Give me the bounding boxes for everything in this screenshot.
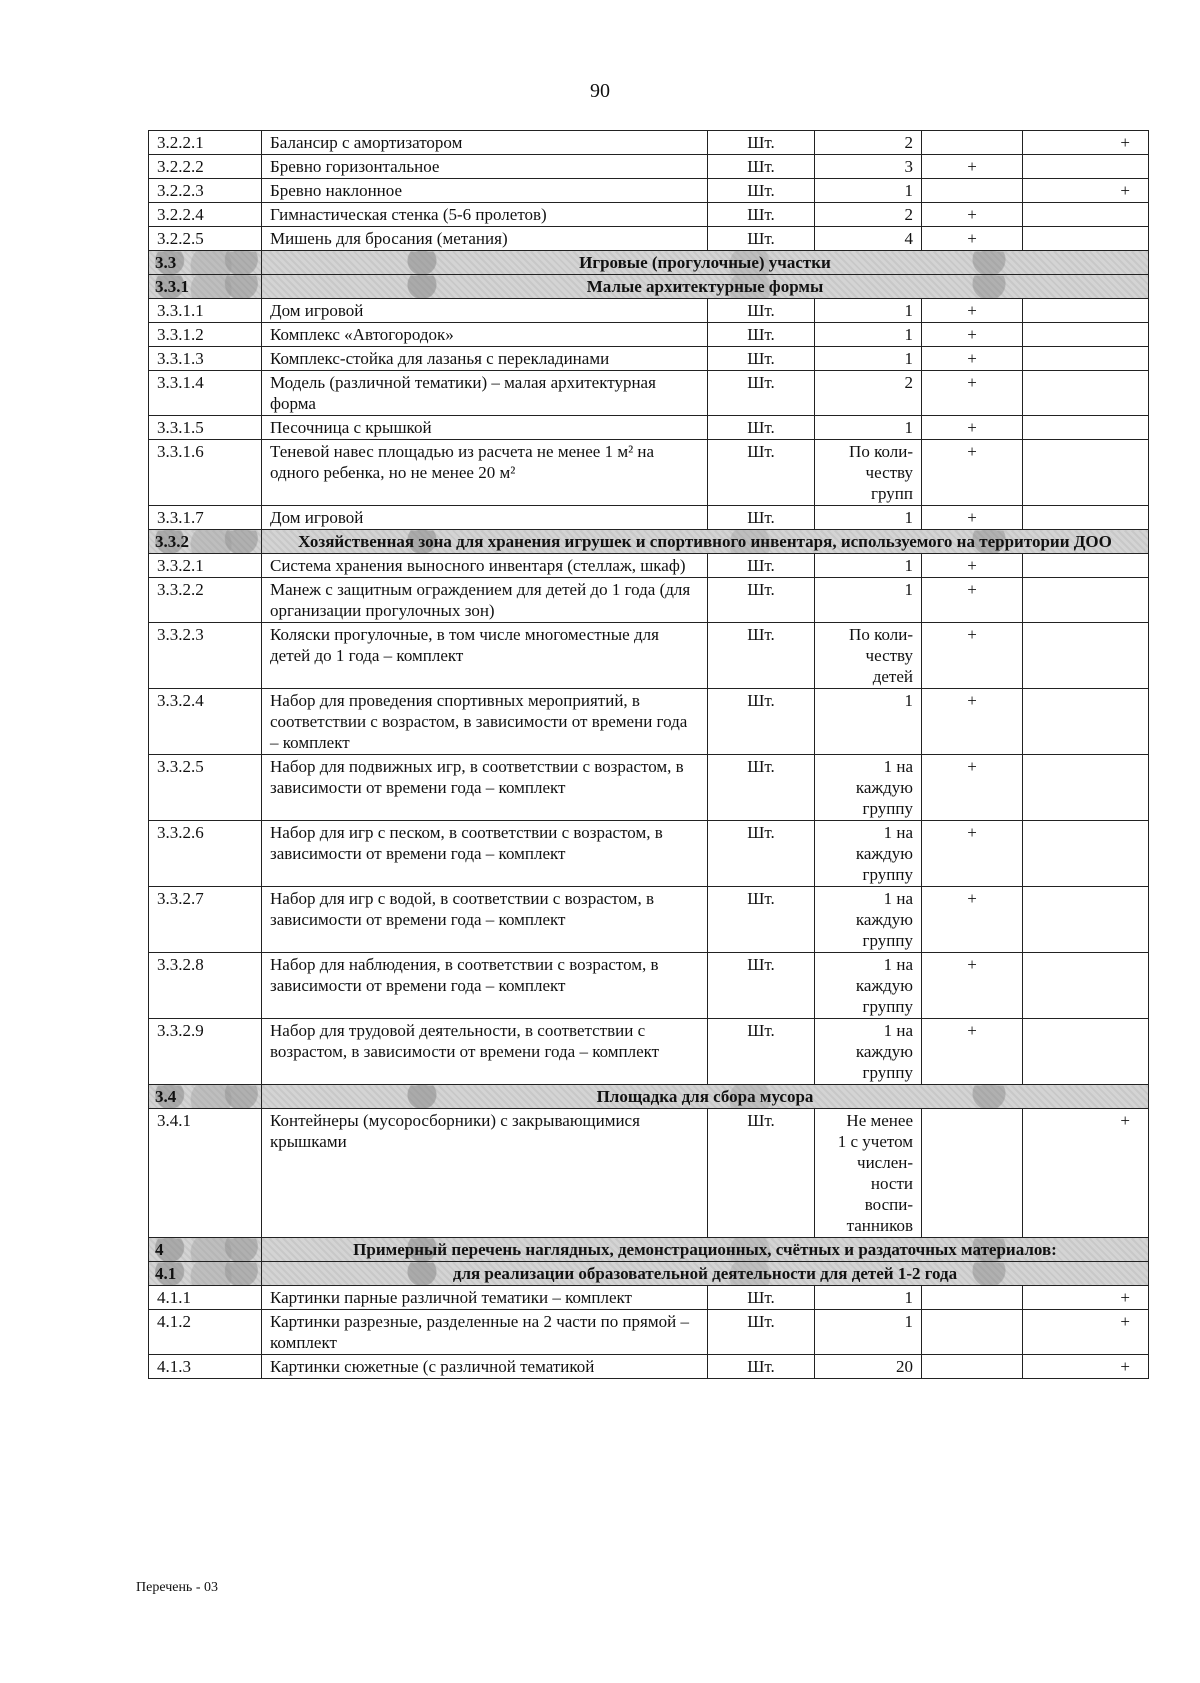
- item-name: Набор для наблюдения, в соответствии с возрастом, в зависимости от времени года – комплект: [262, 953, 708, 1019]
- item-name: Набор для подвижных игр, в соответствии с возрастом, в зависимости от времени года – комплект: [262, 755, 708, 821]
- item-number: 3.3.2.1: [149, 554, 262, 578]
- item-unit: Шт.: [708, 371, 815, 416]
- item-unit: Шт.: [708, 299, 815, 323]
- mark-column-2: [1023, 347, 1149, 371]
- item-name: Контейнеры (мусоросборники) с закрывающимися крышками: [262, 1109, 708, 1238]
- section-title: Примерный перечень наглядных, демонстрационных, счётных и раздаточных материалов:: [262, 1238, 1149, 1262]
- mark-column-2: [1023, 578, 1149, 623]
- section-number: 3.3: [149, 251, 262, 275]
- item-quantity: 1: [815, 1286, 922, 1310]
- mark-column-2: [1023, 1019, 1149, 1085]
- table-row: [149, 203, 1149, 227]
- item-quantity: 4: [815, 227, 922, 251]
- item-number: 3.3.2.4: [149, 689, 262, 755]
- mark-column-2: [1023, 227, 1149, 251]
- mark-column-1: +: [922, 227, 1023, 251]
- section-row: [149, 251, 1149, 275]
- item-name: Набор для проведения спортивных мероприятий, в соответствии с возрастом, в зависимости от времени года – комплект: [262, 689, 708, 755]
- table-row: [149, 155, 1149, 179]
- item-name: Комплекс «Автогородок»: [262, 323, 708, 347]
- mark-column-1: [922, 1286, 1023, 1310]
- section-number: 4: [149, 1238, 262, 1262]
- item-number: 3.3.2.7: [149, 887, 262, 953]
- item-unit: Шт.: [708, 953, 815, 1019]
- mark-column-2: [1023, 299, 1149, 323]
- mark-column-1: [922, 1310, 1023, 1355]
- item-name: Модель (различной тематики) – малая архитектурная форма: [262, 371, 708, 416]
- item-number: 3.3.2.6: [149, 821, 262, 887]
- section-row: [149, 530, 1149, 554]
- table-row: [149, 179, 1149, 203]
- item-quantity: 1 на каждую группу: [815, 755, 922, 821]
- section-row: [149, 1085, 1149, 1109]
- item-name: Балансир с амортизатором: [262, 131, 708, 155]
- item-number: 4.1.1: [149, 1286, 262, 1310]
- mark-column-2: [1023, 440, 1149, 506]
- item-number: 3.3.2.9: [149, 1019, 262, 1085]
- item-quantity: 1: [815, 323, 922, 347]
- mark-column-2: [1023, 323, 1149, 347]
- item-quantity: 1: [815, 689, 922, 755]
- mark-column-1: +: [922, 623, 1023, 689]
- table-row: [149, 578, 1149, 623]
- table-row: [149, 347, 1149, 371]
- mark-column-2: [1023, 623, 1149, 689]
- item-unit: Шт.: [708, 689, 815, 755]
- mark-column-1: +: [922, 323, 1023, 347]
- item-unit: Шт.: [708, 203, 815, 227]
- table-row: [149, 887, 1149, 953]
- item-unit: Шт.: [708, 1355, 815, 1379]
- item-quantity: По коли- честву детей: [815, 623, 922, 689]
- table-row: [149, 227, 1149, 251]
- item-number: 3.2.2.4: [149, 203, 262, 227]
- item-unit: Шт.: [708, 506, 815, 530]
- item-name: Комплекс-стойка для лазанья с перекладинами: [262, 347, 708, 371]
- section-row: [149, 1262, 1149, 1286]
- table-row: [149, 623, 1149, 689]
- item-quantity: 1: [815, 416, 922, 440]
- section-row: [149, 1238, 1149, 1262]
- mark-column-1: +: [922, 440, 1023, 506]
- item-name: Дом игровой: [262, 506, 708, 530]
- item-number: 3.3.2.2: [149, 578, 262, 623]
- item-unit: Шт.: [708, 227, 815, 251]
- item-quantity: 1: [815, 554, 922, 578]
- item-unit: Шт.: [708, 1109, 815, 1238]
- mark-column-2: +: [1023, 1109, 1149, 1238]
- mark-column-2: +: [1023, 1355, 1149, 1379]
- item-number: 3.3.1.7: [149, 506, 262, 530]
- mark-column-1: +: [922, 203, 1023, 227]
- item-number: 3.4.1: [149, 1109, 262, 1238]
- item-name: Мишень для бросания (метания): [262, 227, 708, 251]
- mark-column-1: +: [922, 506, 1023, 530]
- mark-column-2: +: [1023, 131, 1149, 155]
- mark-column-1: +: [922, 953, 1023, 1019]
- item-unit: Шт.: [708, 623, 815, 689]
- item-quantity: 2: [815, 203, 922, 227]
- item-quantity: 1: [815, 578, 922, 623]
- item-number: 3.3.1.3: [149, 347, 262, 371]
- item-number: 4.1.2: [149, 1310, 262, 1355]
- mark-column-1: +: [922, 347, 1023, 371]
- mark-column-2: [1023, 887, 1149, 953]
- item-quantity: 1: [815, 506, 922, 530]
- item-number: 3.3.1.6: [149, 440, 262, 506]
- item-name: Картинки разрезные, разделенные на 2 части по прямой – комплект: [262, 1310, 708, 1355]
- section-title: Игровые (прогулочные) участки: [262, 251, 1149, 275]
- mark-column-2: +: [1023, 179, 1149, 203]
- mark-column-2: [1023, 416, 1149, 440]
- item-number: 3.3.2.5: [149, 755, 262, 821]
- item-quantity: 1 на каждую группу: [815, 953, 922, 1019]
- item-name: Набор для игр с песком, в соответствии с возрастом, в зависимости от времени года – комплект: [262, 821, 708, 887]
- mark-column-2: [1023, 821, 1149, 887]
- table-row: [149, 506, 1149, 530]
- section-title: для реализации образовательной деятельности для детей 1-2 года: [262, 1262, 1149, 1286]
- section-row: [149, 275, 1149, 299]
- table-row: [149, 755, 1149, 821]
- mark-column-1: +: [922, 578, 1023, 623]
- item-number: 3.3.1.2: [149, 323, 262, 347]
- mark-column-2: [1023, 203, 1149, 227]
- footer-label: Перечень - 03: [136, 1580, 218, 1595]
- mark-column-2: [1023, 371, 1149, 416]
- section-number: 4.1: [149, 1262, 262, 1286]
- item-quantity: 1 на каждую группу: [815, 821, 922, 887]
- mark-column-1: [922, 1109, 1023, 1238]
- table-row: [149, 1109, 1149, 1238]
- item-number: 3.2.2.1: [149, 131, 262, 155]
- section-title: Малые архитектурные формы: [262, 275, 1149, 299]
- mark-column-2: [1023, 755, 1149, 821]
- item-name: Картинки сюжетные (с различной тематикой: [262, 1355, 708, 1379]
- mark-column-1: +: [922, 299, 1023, 323]
- item-quantity: По коли- честву групп: [815, 440, 922, 506]
- mark-column-1: +: [922, 689, 1023, 755]
- table-row: [149, 1310, 1149, 1355]
- mark-column-2: [1023, 689, 1149, 755]
- item-unit: Шт.: [708, 440, 815, 506]
- item-name: Теневой навес площадью из расчета не менее 1 м² на одного ребенка, но не менее 20 м²: [262, 440, 708, 506]
- item-name: Коляски прогулочные, в том числе многоместные для детей до 1 года – комплект: [262, 623, 708, 689]
- mark-column-1: [922, 1355, 1023, 1379]
- table-row: [149, 1355, 1149, 1379]
- mark-column-1: [922, 131, 1023, 155]
- item-number: 3.3.2.8: [149, 953, 262, 1019]
- item-quantity: 2: [815, 371, 922, 416]
- item-name: Дом игровой: [262, 299, 708, 323]
- item-unit: Шт.: [708, 416, 815, 440]
- table-row: [149, 299, 1149, 323]
- item-unit: Шт.: [708, 821, 815, 887]
- item-quantity: 1 на каждую группу: [815, 887, 922, 953]
- item-quantity: 1: [815, 299, 922, 323]
- item-name: Картинки парные различной тематики – комплект: [262, 1286, 708, 1310]
- item-name: Система хранения выносного инвентаря (стеллаж, шкаф): [262, 554, 708, 578]
- item-name: Песочница с крышкой: [262, 416, 708, 440]
- mark-column-1: +: [922, 1019, 1023, 1085]
- item-unit: Шт.: [708, 578, 815, 623]
- mark-column-2: [1023, 506, 1149, 530]
- mark-column-2: [1023, 155, 1149, 179]
- item-quantity: 1: [815, 179, 922, 203]
- mark-column-1: +: [922, 755, 1023, 821]
- table-row: [149, 953, 1149, 1019]
- item-unit: Шт.: [708, 1310, 815, 1355]
- mark-column-1: +: [922, 416, 1023, 440]
- item-quantity: 3: [815, 155, 922, 179]
- item-unit: Шт.: [708, 323, 815, 347]
- mark-column-1: +: [922, 887, 1023, 953]
- item-quantity: 1 на каждую группу: [815, 1019, 922, 1085]
- table-row: [149, 131, 1149, 155]
- mark-column-1: +: [922, 821, 1023, 887]
- item-number: 3.3.1.4: [149, 371, 262, 416]
- mark-column-2: +: [1023, 1286, 1149, 1310]
- table-row: [149, 554, 1149, 578]
- item-unit: Шт.: [708, 887, 815, 953]
- table-row: [149, 323, 1149, 347]
- item-unit: Шт.: [708, 1286, 815, 1310]
- item-number: 4.1.3: [149, 1355, 262, 1379]
- section-number: 3.3.2: [149, 530, 262, 554]
- mark-column-1: +: [922, 155, 1023, 179]
- item-unit: Шт.: [708, 554, 815, 578]
- item-unit: Шт.: [708, 755, 815, 821]
- item-quantity: 2: [815, 131, 922, 155]
- section-title: Хозяйственная зона для хранения игрушек и спортивного инвентаря, используемого на территории ДОО: [262, 530, 1149, 554]
- item-quantity: 20: [815, 1355, 922, 1379]
- mark-column-1: [922, 179, 1023, 203]
- mark-column-2: [1023, 554, 1149, 578]
- item-number: 3.3.1.5: [149, 416, 262, 440]
- table-row: [149, 1286, 1149, 1310]
- item-number: 3.3.1.1: [149, 299, 262, 323]
- section-number: 3.4: [149, 1085, 262, 1109]
- item-name: Бревно горизонтальное: [262, 155, 708, 179]
- item-name: Бревно наклонное: [262, 179, 708, 203]
- item-number: 3.2.2.5: [149, 227, 262, 251]
- item-number: 3.2.2.3: [149, 179, 262, 203]
- page-number: 90: [590, 80, 610, 102]
- table-row: [149, 371, 1149, 416]
- item-unit: Шт.: [708, 131, 815, 155]
- table-row: [149, 689, 1149, 755]
- table-row: [149, 1019, 1149, 1085]
- item-unit: Шт.: [708, 155, 815, 179]
- item-number: 3.2.2.2: [149, 155, 262, 179]
- table-body: [149, 131, 1149, 1379]
- mark-column-1: +: [922, 371, 1023, 416]
- section-title: Площадка для сбора мусора: [262, 1085, 1149, 1109]
- table-row: [149, 416, 1149, 440]
- item-unit: Шт.: [708, 179, 815, 203]
- item-quantity: 1: [815, 1310, 922, 1355]
- item-name: Набор для игр с водой, в соответствии с возрастом, в зависимости от времени года – комплект: [262, 887, 708, 953]
- item-name: Манеж с защитным ограждением для детей до 1 года (для организации прогулочных зон): [262, 578, 708, 623]
- item-unit: Шт.: [708, 347, 815, 371]
- table-row: [149, 440, 1149, 506]
- item-quantity: 1: [815, 347, 922, 371]
- mark-column-2: [1023, 953, 1149, 1019]
- mark-column-1: +: [922, 554, 1023, 578]
- item-number: 3.3.2.3: [149, 623, 262, 689]
- equipment-table: [148, 130, 1149, 1379]
- item-name: Набор для трудовой деятельности, в соответствии с возрастом, в зависимости от времени года – комплект: [262, 1019, 708, 1085]
- section-number: 3.3.1: [149, 275, 262, 299]
- item-unit: Шт.: [708, 1019, 815, 1085]
- table-row: [149, 821, 1149, 887]
- item-name: Гимнастическая стенка (5-6 пролетов): [262, 203, 708, 227]
- mark-column-2: +: [1023, 1310, 1149, 1355]
- item-quantity: Не менее 1 с учетом числен- ности воспи- танников: [815, 1109, 922, 1238]
